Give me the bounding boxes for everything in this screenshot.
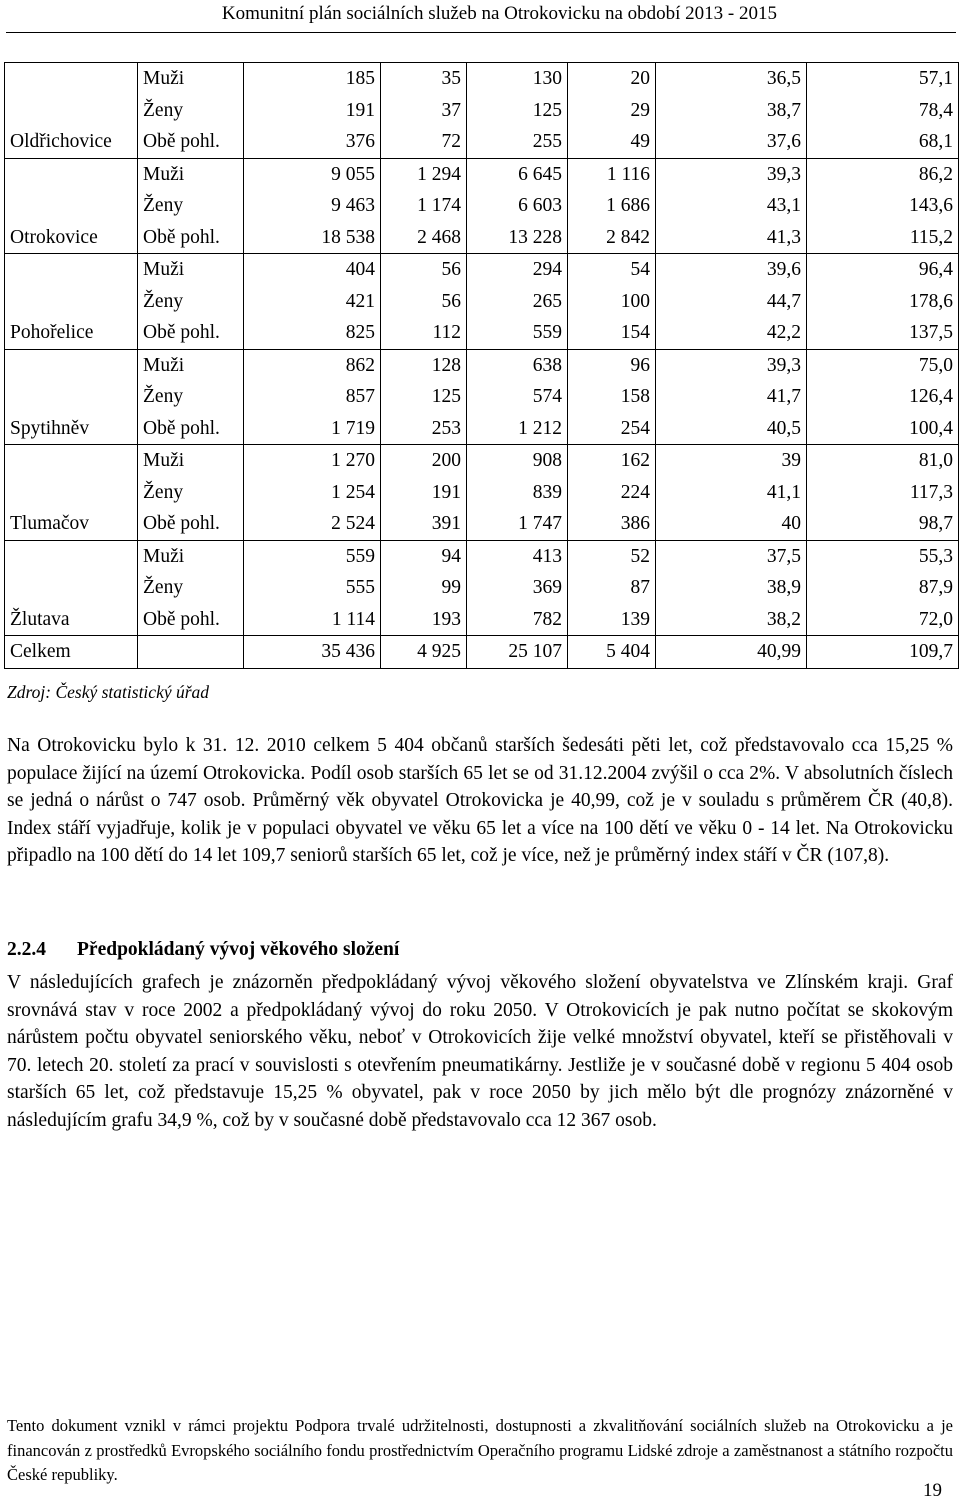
table-cell: 555 xyxy=(244,572,381,604)
gender-label: Obě pohl. xyxy=(138,508,244,540)
table-cell: 39,3 xyxy=(656,158,807,190)
table-row xyxy=(5,445,959,477)
town-name: Oldřichovice xyxy=(5,63,138,159)
table-cell: 72,0 xyxy=(807,604,959,636)
total-cell: 4 925 xyxy=(381,636,467,669)
town-name: Otrokovice xyxy=(5,158,138,254)
header-rule xyxy=(6,32,956,33)
total-row xyxy=(5,636,959,669)
table-cell: 128 xyxy=(381,349,467,381)
table-cell: 254 xyxy=(568,413,656,445)
table-cell: 126,4 xyxy=(807,381,959,413)
gender-label: Muži xyxy=(138,540,244,572)
gender-label: Obě pohl. xyxy=(138,222,244,254)
gender-label: Muži xyxy=(138,63,244,95)
table-cell: 6 603 xyxy=(467,190,568,222)
table-cell: 94 xyxy=(381,540,467,572)
table-body xyxy=(5,63,959,669)
table-cell: 49 xyxy=(568,126,656,158)
table-cell: 193 xyxy=(381,604,467,636)
table-cell: 191 xyxy=(381,477,467,509)
table-cell: 36,5 xyxy=(656,63,807,95)
table-cell: 96,4 xyxy=(807,254,959,286)
table-cell: 81,0 xyxy=(807,445,959,477)
table-cell: 369 xyxy=(467,572,568,604)
table-cell: 52 xyxy=(568,540,656,572)
table-cell: 99 xyxy=(381,572,467,604)
table-cell: 20 xyxy=(568,63,656,95)
table-cell: 857 xyxy=(244,381,381,413)
table-cell: 1 719 xyxy=(244,413,381,445)
table-cell: 294 xyxy=(467,254,568,286)
table-cell: 1 254 xyxy=(244,477,381,509)
gender-label: Ženy xyxy=(138,572,244,604)
gender-label: Muži xyxy=(138,349,244,381)
table-cell: 178,6 xyxy=(807,286,959,318)
table-cell: 376 xyxy=(244,126,381,158)
table-cell: 56 xyxy=(381,254,467,286)
gender-label: Ženy xyxy=(138,381,244,413)
table-row xyxy=(5,126,959,158)
table-cell: 117,3 xyxy=(807,477,959,509)
table-cell: 158 xyxy=(568,381,656,413)
table-cell: 2 524 xyxy=(244,508,381,540)
table-row xyxy=(5,317,959,349)
gender-label: Muži xyxy=(138,445,244,477)
gender-label: Ženy xyxy=(138,190,244,222)
table-cell: 56 xyxy=(381,286,467,318)
table-row xyxy=(5,95,959,127)
table-cell: 40 xyxy=(656,508,807,540)
total-cell: 5 404 xyxy=(568,636,656,669)
table-cell: 87,9 xyxy=(807,572,959,604)
table-cell: 41,1 xyxy=(656,477,807,509)
section-number: 2.2.4 xyxy=(7,939,46,960)
town-name: Tlumačov xyxy=(5,445,138,541)
table-cell: 139 xyxy=(568,604,656,636)
table-cell: 100 xyxy=(568,286,656,318)
gender-label: Obě pohl. xyxy=(138,604,244,636)
table-cell: 87 xyxy=(568,572,656,604)
table-cell: 115,2 xyxy=(807,222,959,254)
table-row xyxy=(5,63,959,95)
gender-label: Ženy xyxy=(138,286,244,318)
town-name: Žlutava xyxy=(5,540,138,636)
table-cell: 44,7 xyxy=(656,286,807,318)
table-cell: 18 538 xyxy=(244,222,381,254)
table-cell: 1 270 xyxy=(244,445,381,477)
table-cell: 6 645 xyxy=(467,158,568,190)
paragraph-summary: Na Otrokovicku bylo k 31. 12. 2010 celkem 5 404 občanů starších šedesáti pěti let, což představovalo cca 15,25 % populace žijící na území Otrokovicka. Podíl osob starších 65 let se od 31.12.2004 zvýšil o cca 2%. V absolutních číslech se jedná o nárůst o 747 osob. Průměrný věk obyvatel Otrokovicka je 40,99, což je v souladu s průměrem ČR (40,8). Index stáří vyjadřuje, kolik je v populaci obyvatel ve věku 65 let a více na 100 dětí ve věku 0 - 14 let. Na Otrokovicku připadlo na 100 dětí do 14 let 109,7 seniorů starších 65 let, což je více, než je průměrný index stáří v ČR (107,8). xyxy=(7,735,953,867)
table-cell: 2 468 xyxy=(381,222,467,254)
table-row xyxy=(5,508,959,540)
table-cell: 638 xyxy=(467,349,568,381)
table-row xyxy=(5,540,959,572)
table-cell: 68,1 xyxy=(807,126,959,158)
table-row xyxy=(5,349,959,381)
table-cell: 255 xyxy=(467,126,568,158)
table-cell: 559 xyxy=(244,540,381,572)
table-cell: 37,6 xyxy=(656,126,807,158)
table-cell: 39 xyxy=(656,445,807,477)
table-cell: 782 xyxy=(467,604,568,636)
table-cell: 37,5 xyxy=(656,540,807,572)
table-row xyxy=(5,222,959,254)
total-cell: 40,99 xyxy=(656,636,807,669)
table-cell: 404 xyxy=(244,254,381,286)
table-cell: 1 116 xyxy=(568,158,656,190)
table-cell: 57,1 xyxy=(807,63,959,95)
table-cell: 35 xyxy=(381,63,467,95)
empty-cell xyxy=(138,636,244,669)
town-name: Spytihněv xyxy=(5,349,138,445)
table-cell: 839 xyxy=(467,477,568,509)
table-cell: 40,5 xyxy=(656,413,807,445)
table-cell: 137,5 xyxy=(807,317,959,349)
table-cell: 191 xyxy=(244,95,381,127)
table-cell: 200 xyxy=(381,445,467,477)
total-cell: 109,7 xyxy=(807,636,959,669)
gender-label: Obě pohl. xyxy=(138,413,244,445)
table-cell: 1 174 xyxy=(381,190,467,222)
table-cell: 130 xyxy=(467,63,568,95)
table-cell: 9 055 xyxy=(244,158,381,190)
table-cell: 391 xyxy=(381,508,467,540)
table-cell: 78,4 xyxy=(807,95,959,127)
table-cell: 421 xyxy=(244,286,381,318)
paragraph-forecast: V následujících grafech je znázorněn předpokládaný vývoj věkového složení obyvatelstva ve Zlínském kraji. Graf srovnává stav v roce 2002 a předpokládaný vývoj do roku 2050. V Otrokovicích je pak nutno počítat se skokovým nárůstem počtu obyvatel seniorského věku, neboť v Otrokovicích žije velké množství obyvatel, kteří se přistěhovali v 70. letech 20. století za prací v souvislosti s otevřením pneumatikárny. Jestliže je v současné době v regionu 5 404 osob starších 65 let, což představuje 15,25 % obyvatel, pak v roce 2050 by jich mělo být dle prognózy znázorněné v následujícím grafu 34,9 %, což by v současné době představovalo cca 12 367 osob. xyxy=(7,972,953,1131)
table-cell: 43,1 xyxy=(656,190,807,222)
section-title: Předpokládaný vývoj věkového složení xyxy=(77,939,400,960)
table-row xyxy=(5,572,959,604)
table-cell: 162 xyxy=(568,445,656,477)
town-name: Pohořelice xyxy=(5,254,138,350)
gender-label: Ženy xyxy=(138,95,244,127)
table-cell: 253 xyxy=(381,413,467,445)
table-cell: 224 xyxy=(568,477,656,509)
gender-label: Obě pohl. xyxy=(138,317,244,349)
table-cell: 125 xyxy=(467,95,568,127)
total-cell: 25 107 xyxy=(467,636,568,669)
table-cell: 574 xyxy=(467,381,568,413)
table-cell: 41,7 xyxy=(656,381,807,413)
table-cell: 29 xyxy=(568,95,656,127)
table-cell: 143,6 xyxy=(807,190,959,222)
table-cell: 185 xyxy=(244,63,381,95)
table-cell: 1 686 xyxy=(568,190,656,222)
table-row xyxy=(5,190,959,222)
table-row xyxy=(5,158,959,190)
table-cell: 154 xyxy=(568,317,656,349)
gender-label: Obě pohl. xyxy=(138,126,244,158)
table-cell: 86,2 xyxy=(807,158,959,190)
table-cell: 265 xyxy=(467,286,568,318)
population-table xyxy=(4,62,959,669)
table-row xyxy=(5,381,959,413)
table-cell: 2 842 xyxy=(568,222,656,254)
table-cell: 39,6 xyxy=(656,254,807,286)
table-cell: 38,2 xyxy=(656,604,807,636)
table-cell: 72 xyxy=(381,126,467,158)
gender-label: Muži xyxy=(138,158,244,190)
table-cell: 38,9 xyxy=(656,572,807,604)
table-cell: 125 xyxy=(381,381,467,413)
table-row xyxy=(5,413,959,445)
table-cell: 1 114 xyxy=(244,604,381,636)
table-cell: 98,7 xyxy=(807,508,959,540)
page-header: Komunitní plán sociálních služeb na Otrokovicku na období 2013 - 2015 xyxy=(221,3,777,24)
gender-label: Ženy xyxy=(138,477,244,509)
table-cell: 386 xyxy=(568,508,656,540)
table-cell: 39,3 xyxy=(656,349,807,381)
table-cell: 38,7 xyxy=(656,95,807,127)
section-heading xyxy=(7,939,399,961)
gender-label: Muži xyxy=(138,254,244,286)
table-cell: 96 xyxy=(568,349,656,381)
total-label: Celkem xyxy=(5,636,138,669)
table-cell: 1 747 xyxy=(467,508,568,540)
table-cell: 862 xyxy=(244,349,381,381)
table-cell: 559 xyxy=(467,317,568,349)
table-cell: 100,4 xyxy=(807,413,959,445)
table-row xyxy=(5,477,959,509)
table-cell: 1 294 xyxy=(381,158,467,190)
total-cell: 35 436 xyxy=(244,636,381,669)
table-cell: 1 212 xyxy=(467,413,568,445)
table-row xyxy=(5,254,959,286)
table-cell: 13 228 xyxy=(467,222,568,254)
table-source: Zdroj: Český statistický úřad xyxy=(7,682,210,702)
table-cell: 112 xyxy=(381,317,467,349)
table-row xyxy=(5,286,959,318)
table-cell: 825 xyxy=(244,317,381,349)
table-row xyxy=(5,604,959,636)
table-cell: 37 xyxy=(381,95,467,127)
table-cell: 42,2 xyxy=(656,317,807,349)
page-number: 19 xyxy=(923,1480,942,1501)
table-cell: 413 xyxy=(467,540,568,572)
page-footer: Tento dokument vznikl v rámci projektu Podpora trvalé udržitelnosti, dostupnosti a zkvalitňování sociálních služeb na Otrokovicku a je financován z prostředků Evropského sociálního fondu prostřednictvím Operačního programu Lidské zdroje a zaměstnanost a státního rozpočtu České republiky. xyxy=(7,1416,953,1485)
table-cell: 9 463 xyxy=(244,190,381,222)
table-cell: 54 xyxy=(568,254,656,286)
table-cell: 55,3 xyxy=(807,540,959,572)
table-cell: 41,3 xyxy=(656,222,807,254)
table-cell: 908 xyxy=(467,445,568,477)
table-cell: 75,0 xyxy=(807,349,959,381)
